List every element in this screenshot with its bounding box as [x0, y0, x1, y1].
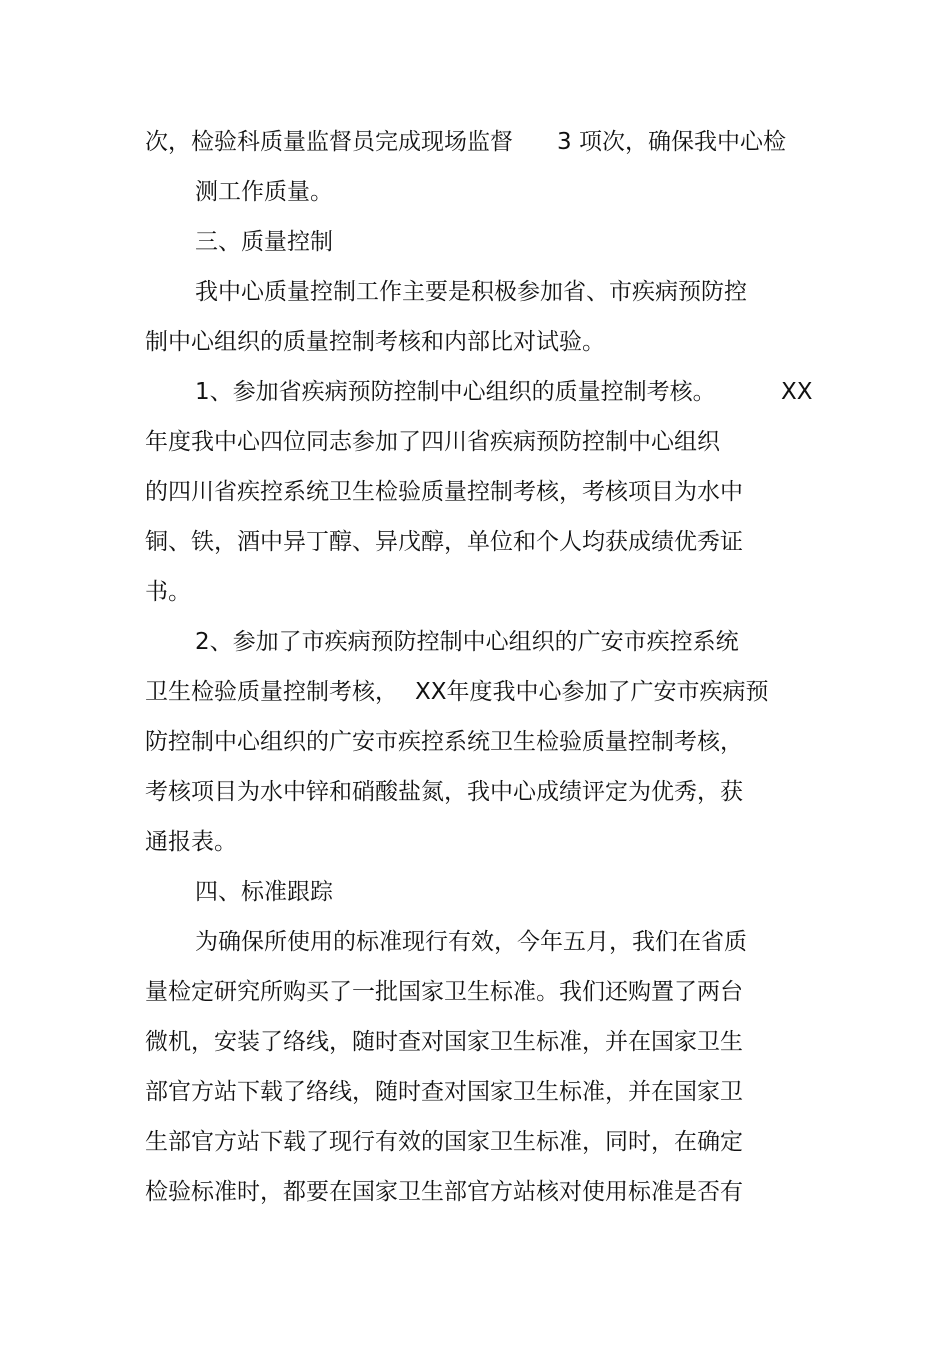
body-text-line: 卫生检验质量控制考核，	[145, 679, 398, 705]
body-text-line: 书。	[145, 579, 191, 605]
body-text-line: 我中心质量控制工作主要是积极参加省、市疾病预防控	[195, 279, 747, 305]
body-text-line: 检验标准时，都要在国家卫生部官方站核对使用标准是否有	[145, 1179, 743, 1205]
body-text-line: 制中心组织的质量控制考核和内部比对试验。	[145, 329, 605, 355]
section-heading-standard-tracking: 四、标准跟踪	[195, 879, 333, 905]
body-text-line: 部官方站下载了络线，随时查对国家卫生标准，并在国家卫	[145, 1079, 743, 1105]
body-text-line: 为确保所使用的标准现行有效，今年五月，我们在省质	[195, 929, 747, 955]
body-text-line: 微机，安装了络线，随时查对国家卫生标准，并在国家卫生	[145, 1029, 743, 1055]
body-text-line-segment: XX年度我中心参加了广安市疾病预	[415, 679, 769, 705]
body-text-line: 防控制中心组织的广安市疾控系统卫生检验质量控制考核，	[145, 729, 743, 755]
section-heading-quality-control: 三、质量控制	[195, 229, 333, 255]
body-text-line-segment: XX	[781, 379, 813, 405]
list-item-1-heading: 1、参加省疾病预防控制中心组织的质量控制考核。	[195, 379, 716, 405]
body-text-line: 通报表。	[145, 829, 237, 855]
body-text-line: 年度我中心四位同志参加了四川省疾病预防控制中心组织	[145, 429, 720, 455]
body-text-line: 生部官方站下载了现行有效的国家卫生标准，同时，在确定	[145, 1129, 743, 1155]
body-text-line: 考核项目为水中锌和硝酸盐氮，我中心成绩评定为优秀，获	[145, 779, 743, 805]
body-text-line: 量检定研究所购买了一批国家卫生标准。我们还购置了两台	[145, 979, 743, 1005]
list-item-2-heading: 2、参加了市疾病预防控制中心组织的广安市疾控系统	[195, 629, 739, 655]
body-text-line: 测工作质量。	[195, 179, 333, 205]
body-text-line: 铜、铁，酒中异丁醇、异戊醇，单位和个人均获成绩优秀证	[145, 529, 743, 555]
body-text-line: 的四川省疾控系统卫生检验质量控制考核，考核项目为水中	[145, 479, 743, 505]
body-text-line-segment: 3 项次，确保我中心检	[557, 129, 786, 155]
body-text-line: 次，检验科质量监督员完成现场监督	[145, 129, 513, 155]
